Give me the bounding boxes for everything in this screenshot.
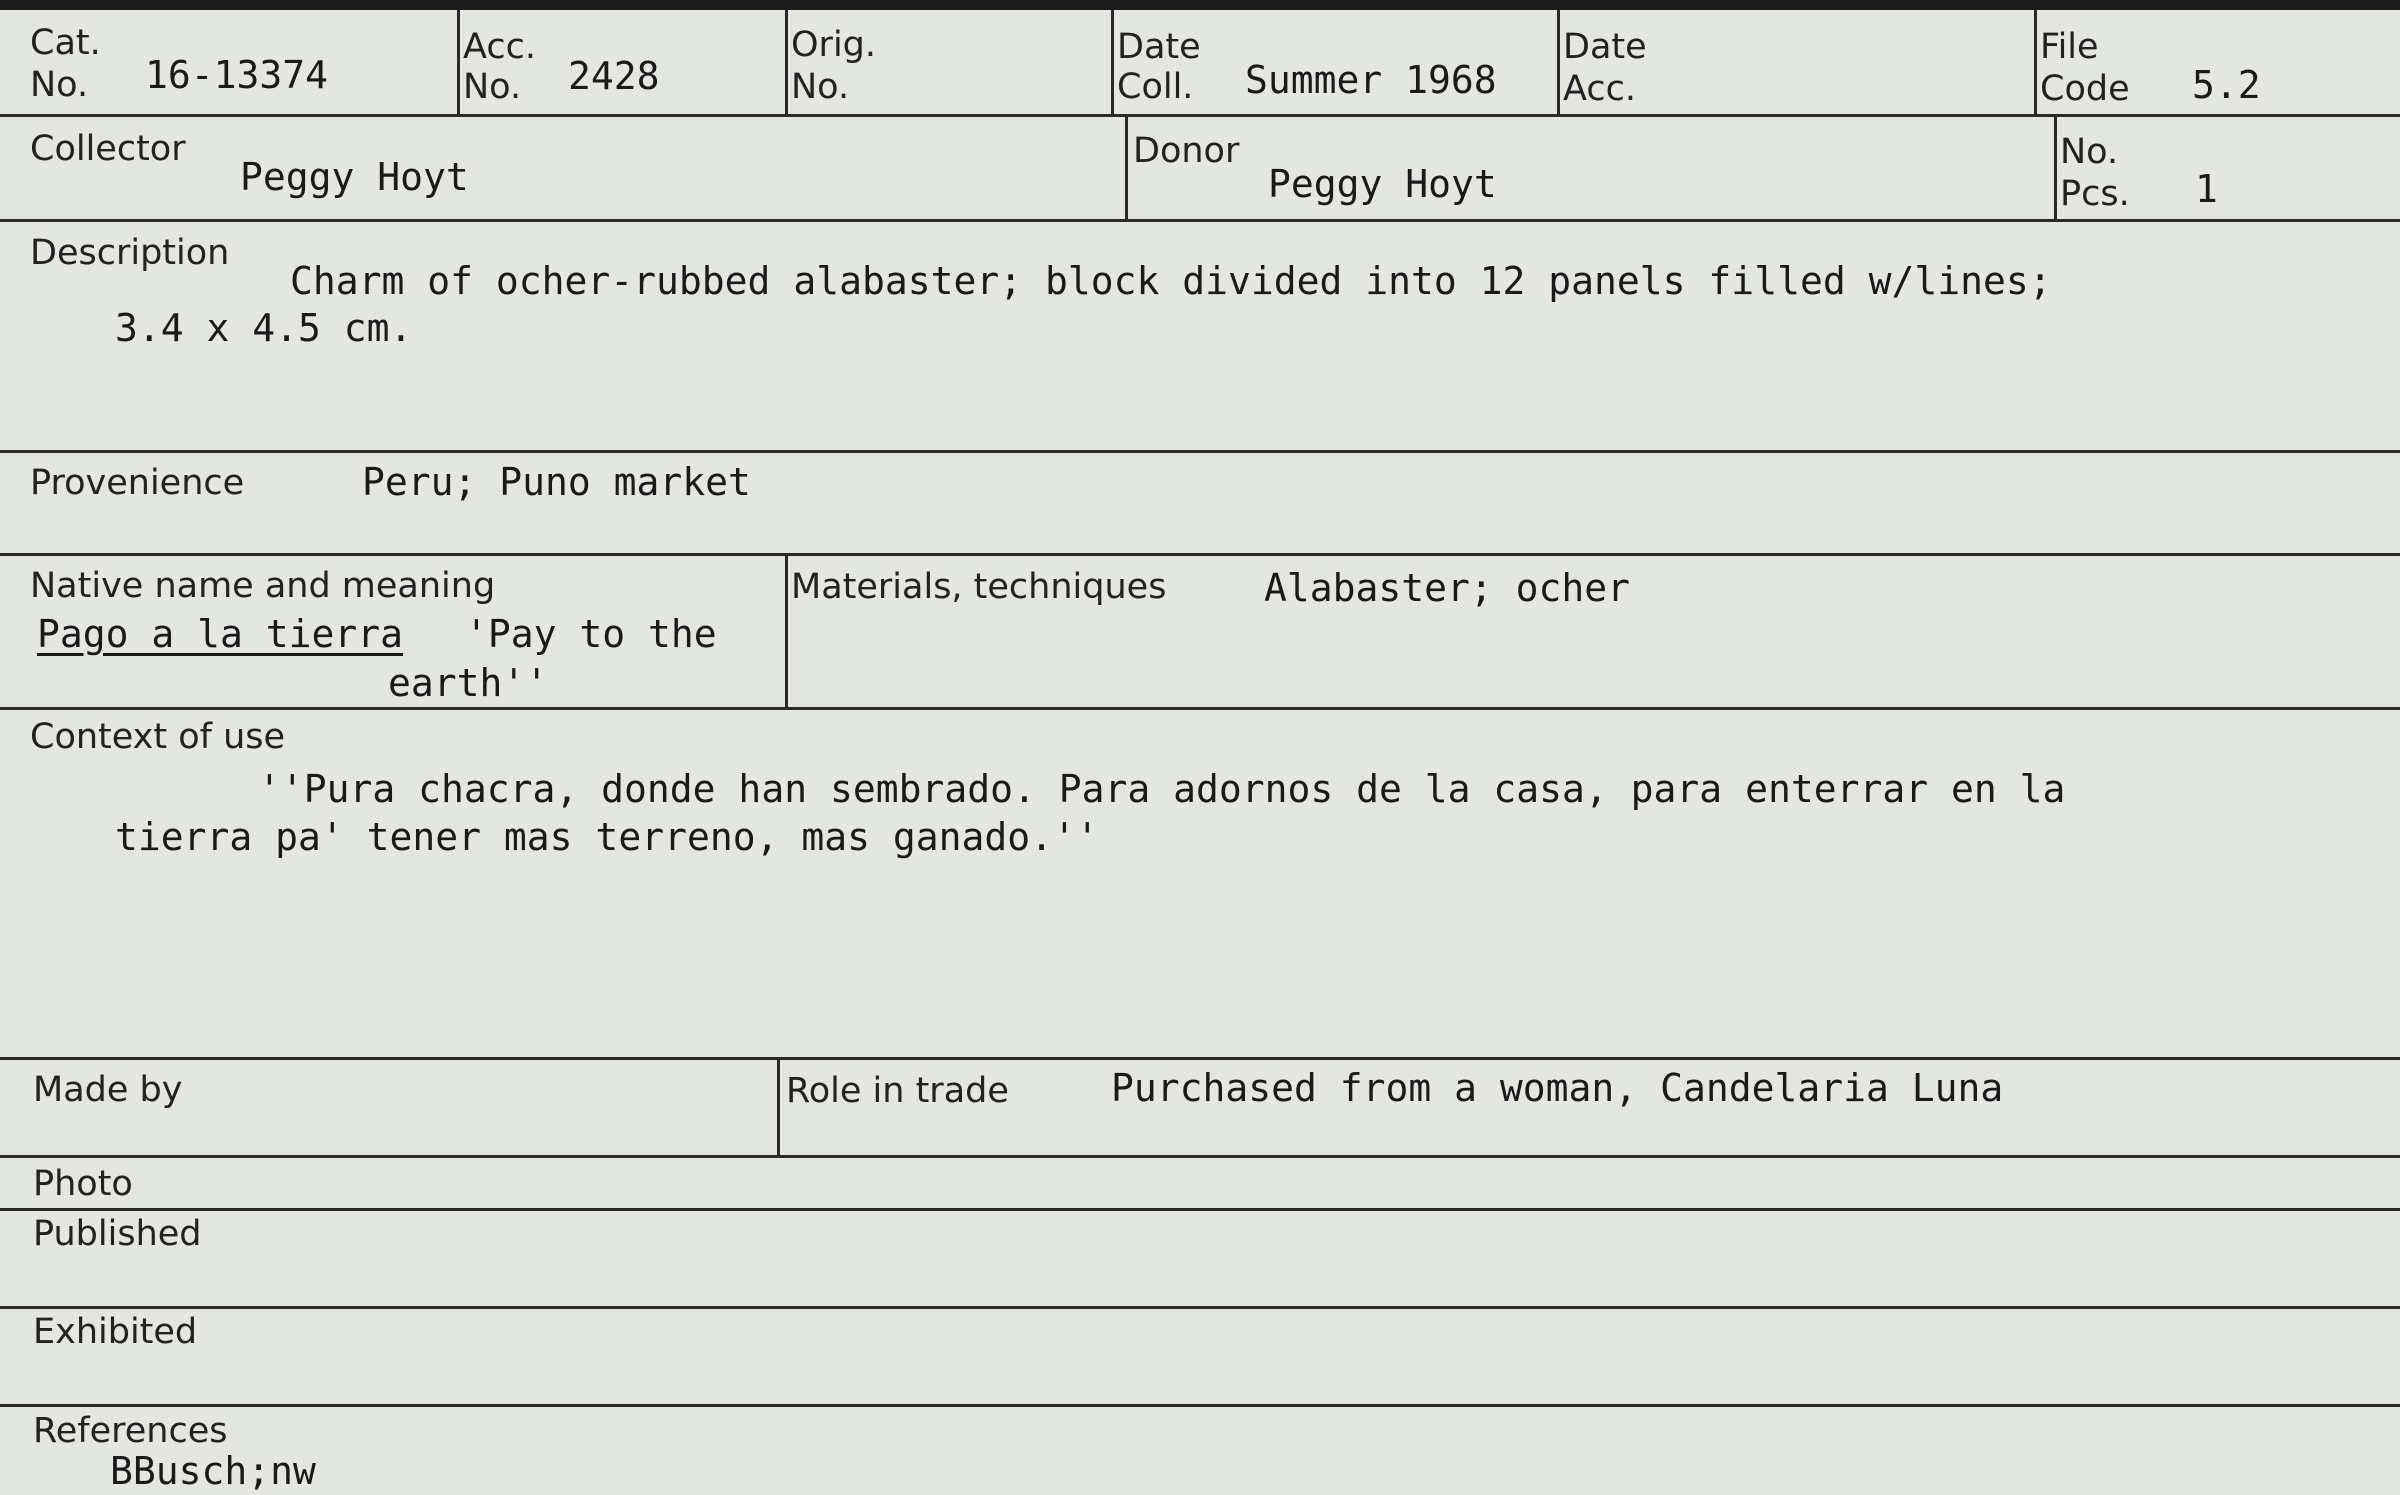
native-meaning-line-2: earth'' (388, 661, 549, 705)
row-divider (0, 707, 2400, 710)
date-coll-value: Summer 1968 (1245, 58, 1497, 102)
cat-no-value: 16-13374 (145, 53, 329, 97)
row-divider (0, 1404, 2400, 1407)
provenience-label: Provenience (30, 463, 245, 503)
row-divider (0, 1155, 2400, 1158)
description-line-1: Charm of ocher-rubbed alabaster; block divided into 12 panels filled w/lines; (290, 259, 2052, 303)
context-line-2: tierra pa' tener mas terreno, mas ganado.'' (115, 815, 1099, 859)
pcs-label-2: Pcs. (2060, 174, 2130, 214)
row-divider (0, 1208, 2400, 1211)
description-line-2: 3.4 x 4.5 cm. (115, 306, 413, 350)
divider (2054, 117, 2057, 220)
description-label: Description (30, 233, 230, 273)
acc-label-2: No. (463, 67, 522, 107)
orig-label-1: Orig. (791, 25, 877, 65)
row-divider (0, 1057, 2400, 1060)
exhibited-label: Exhibited (33, 1312, 198, 1352)
card-top-edge (0, 0, 2400, 10)
references-value: BBusch;nw (110, 1449, 316, 1493)
divider (2034, 10, 2037, 115)
collector-value: Peggy Hoyt (240, 155, 469, 199)
native-name-label: Native name and meaning (30, 566, 496, 606)
date-coll-label-1: Date (1117, 27, 1201, 67)
collector-label: Collector (30, 129, 186, 169)
divider (1125, 117, 1128, 220)
row-divider (0, 114, 2400, 117)
made-by-label: Made by (33, 1070, 183, 1110)
donor-value: Peggy Hoyt (1268, 162, 1497, 206)
cat-label-1: Cat. (30, 23, 101, 63)
orig-label-2: No. (791, 67, 850, 107)
file-code-label-2: Code (2040, 69, 2130, 109)
materials-value: Alabaster; ocher (1264, 566, 1631, 610)
references-label: References (33, 1411, 228, 1451)
row-divider (0, 450, 2400, 453)
cat-label-2: No. (30, 65, 89, 105)
acc-label-1: Acc. (463, 27, 536, 67)
file-code-value: 5.2 (2192, 63, 2261, 107)
divider (777, 1057, 780, 1157)
role-value: Purchased from a woman, Candelaria Luna (1111, 1066, 2004, 1110)
context-label: Context of use (30, 717, 286, 757)
photo-label: Photo (33, 1164, 133, 1204)
row-divider (0, 219, 2400, 222)
row-divider (0, 1306, 2400, 1309)
native-meaning-line-1: 'Pay to the (465, 612, 717, 656)
divider (1557, 10, 1560, 115)
divider (457, 10, 460, 115)
date-coll-label-2: Coll. (1117, 67, 1194, 107)
provenience-value: Peru; Puno market (362, 460, 751, 504)
date-acc-label-2: Acc. (1563, 69, 1636, 109)
context-line-1: ''Pura chacra, donde han sembrado. Para adornos de la casa, para enterrar en la (258, 767, 2066, 811)
divider (785, 10, 788, 115)
divider (1111, 10, 1114, 115)
acc-no-value: 2428 (568, 54, 660, 98)
file-code-label-1: File (2040, 27, 2099, 67)
donor-label: Donor (1133, 131, 1240, 171)
native-name-value: Pago a la tierra (37, 612, 404, 656)
published-label: Published (33, 1214, 202, 1254)
row-divider (0, 553, 2400, 556)
role-label: Role in trade (786, 1071, 1009, 1111)
pcs-value: 1 (2195, 167, 2218, 211)
pcs-label-1: No. (2060, 132, 2119, 172)
date-acc-label-1: Date (1563, 27, 1647, 67)
divider (785, 553, 788, 708)
materials-label: Materials, techniques (791, 567, 1167, 607)
